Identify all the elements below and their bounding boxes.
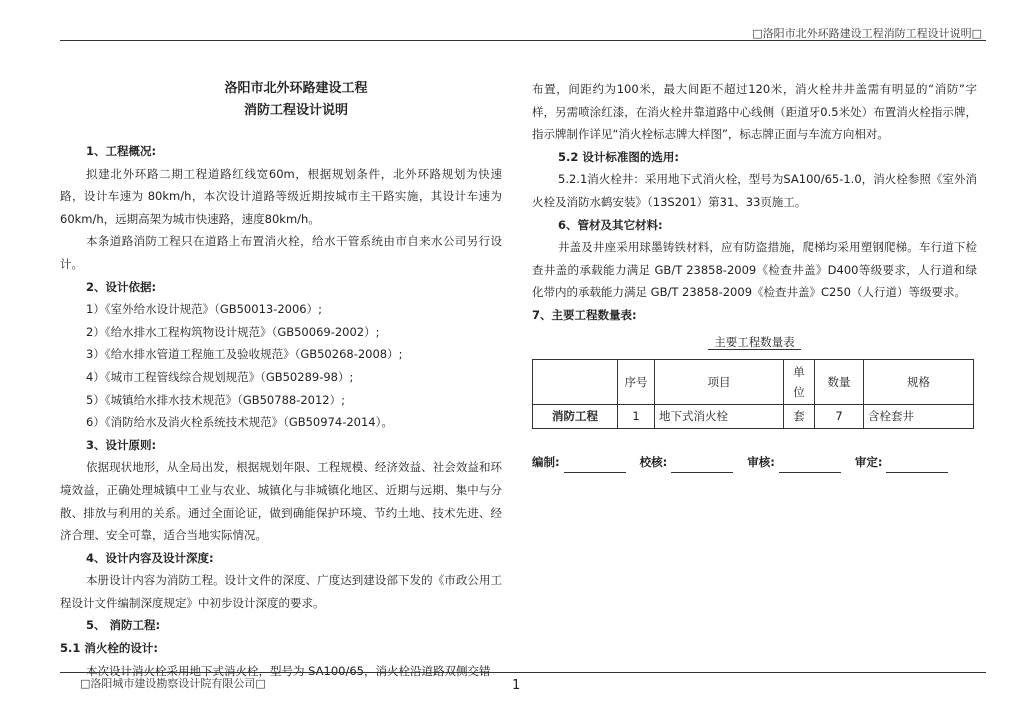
section-5-2-heading: 5.2 设计标准图的选用: (558, 149, 679, 164)
sign-label: 校核: (639, 454, 668, 469)
section-5-1-paragraph: 本次设计消火栓采用地下式消火栓，型号为 SA100/65，消火栓沿道路双侧交错 (86, 663, 491, 678)
sign-field-bianzhi (532, 451, 626, 474)
section-1-paragraph-2: 本条道路消防工程只在道路上布置消火栓，给水干管系统由市自来水公司另行设计。 (60, 234, 502, 271)
table-cell: 消防工程 (533, 405, 618, 429)
table-cell: 7 (815, 405, 864, 429)
table-header-cell: 数量 (815, 360, 864, 405)
table-header-cell: 序号 (618, 360, 655, 405)
footer-company: □洛阳城市建设勘察设计院有限公司□ (80, 677, 266, 690)
section-4-heading: 4、设计内容及设计深度: (86, 550, 214, 565)
sign-label: 编制: (532, 454, 560, 469)
sign-blank (671, 458, 733, 473)
section-3-paragraph: 依据现状地形，从全局出发，根据规划年限、工程规模、经济效益、社会效益和环境效益，正确处理城镇中工业与农业、城镇化与非城镇化地区、近期与远期、集中与分散、排放与利用的关系。通过全面论证，做到确能保护环境、节约土地、技术先进、经济合理、安全可靠，适合当地实际情况。 (60, 460, 502, 543)
table-header-cell: 规格 (864, 360, 974, 405)
table-cell: 地下式消火栓 (655, 405, 784, 429)
section-1-heading: 1、工程概况: (86, 144, 157, 158)
header-divider (60, 40, 986, 41)
sign-blank (564, 458, 626, 473)
right-column (532, 78, 977, 473)
reference-item: 3）《给水排水管道工程施工及验收规范》（GB50268-2008）; (86, 347, 403, 362)
reference-item: 6）《消防给水及消火栓系统技术规范》（GB50974-2014）。 (86, 415, 393, 430)
sign-blank (886, 458, 948, 473)
section-5-1-heading: 5.1 消火栓的设计: (60, 641, 158, 656)
table-header-cell: 项目 (655, 360, 784, 405)
sign-field-shenhe (747, 451, 841, 474)
table-header-cell: 单位 (784, 360, 815, 405)
table-header-cell (533, 360, 618, 405)
doc-title: 洛阳市北外环路建设工程 (224, 81, 368, 96)
section-6-paragraph: 井盖及井座采用球墨铸铁材料，应有防盗措施，爬梯均采用塑钢爬梯。车行道下检查井盖的承载能力满足 GB/T 23858-2009《检查井盖》D400等级要求，人行道和绿化带内的承载能力满足 GB/T 23858-2009《检查井盖》C250（人行道）等级要求。 (532, 240, 977, 300)
section-5-1-continued: 布置，间距约为100米，最大间距不超过120米，消火栓井井盖需有明显的“消防”字样，另需喷涂红漆，在消火栓井靠道路中心线侧（距道牙0.5米处）布置消火栓指示牌，指示牌制作详见“消火栓标志牌大样图”，标志牌正面与车流方向相对。 (532, 82, 977, 142)
left-column (60, 78, 502, 682)
section-4-paragraph: 本册设计内容为消防工程。设计文件的深度、广度达到建设部下发的《市政公用工程设计文件编制深度规定》中初步设计深度的要求。 (60, 573, 502, 610)
table-row (533, 405, 974, 429)
section-5-heading: 5、 消防工程: (86, 618, 161, 633)
page-number: 1 (512, 678, 521, 693)
section-5-2-paragraph: 5.2.1消火栓井：采用地下式消火栓，型号为SA100/65-1.0，消火栓参照《室外消火栓及消防水鹤安装》（13S201）第31、33页施工。 (532, 172, 977, 209)
footer-divider (60, 672, 986, 673)
sign-label: 审核: (747, 454, 775, 469)
doc-subtitle: 消防工程设计说明 (243, 103, 348, 118)
reference-item: 4）《城市工程管线综合规划规范》（GB50289-98）; (86, 369, 354, 384)
section-7-heading: 7、主要工程数量表: (532, 307, 637, 322)
header-title: □洛阳市北外环路建设工程消防工程设计说明□ (752, 27, 982, 40)
sign-field-shending (855, 451, 949, 474)
section-3-heading: 3、设计原则: (86, 437, 157, 452)
sign-field-jiaohe (640, 451, 734, 474)
signature-row (532, 451, 977, 474)
table-cell: 套 (784, 405, 815, 429)
section-1-paragraph-1: 拟建北外环路二期工程道路红线宽60m，根据规划条件，北外环路规划为快速路，设计车速为 80km/h，本次设计道路等级近期按城市主干路实施，其设计车速为60km/h，远期高架为城市快速路，速度80km/h。 (60, 166, 502, 226)
reference-item: 2）《给水排水工程构筑物设计规范》（GB50069-2002）; (86, 324, 380, 339)
reference-item: 5）《城镇给水排水技术规范》（GB50788-2012）; (86, 392, 345, 407)
table-caption (532, 331, 977, 354)
table-caption-text: 主要工程数量表 (708, 335, 801, 350)
section-2-heading: 2、设计依据: (86, 279, 157, 294)
section-6-heading: 6、管材及其它材料: (558, 217, 663, 232)
reference-item: 1）《室外给水设计规范》（GB50013-2006）; (86, 302, 322, 317)
quantity-table (532, 359, 974, 429)
sign-blank (779, 458, 841, 473)
table-cell: 含栓套井 (864, 405, 974, 429)
table-header-row (533, 360, 974, 405)
sign-label: 审定: (854, 454, 883, 469)
table-cell: 1 (618, 405, 655, 429)
